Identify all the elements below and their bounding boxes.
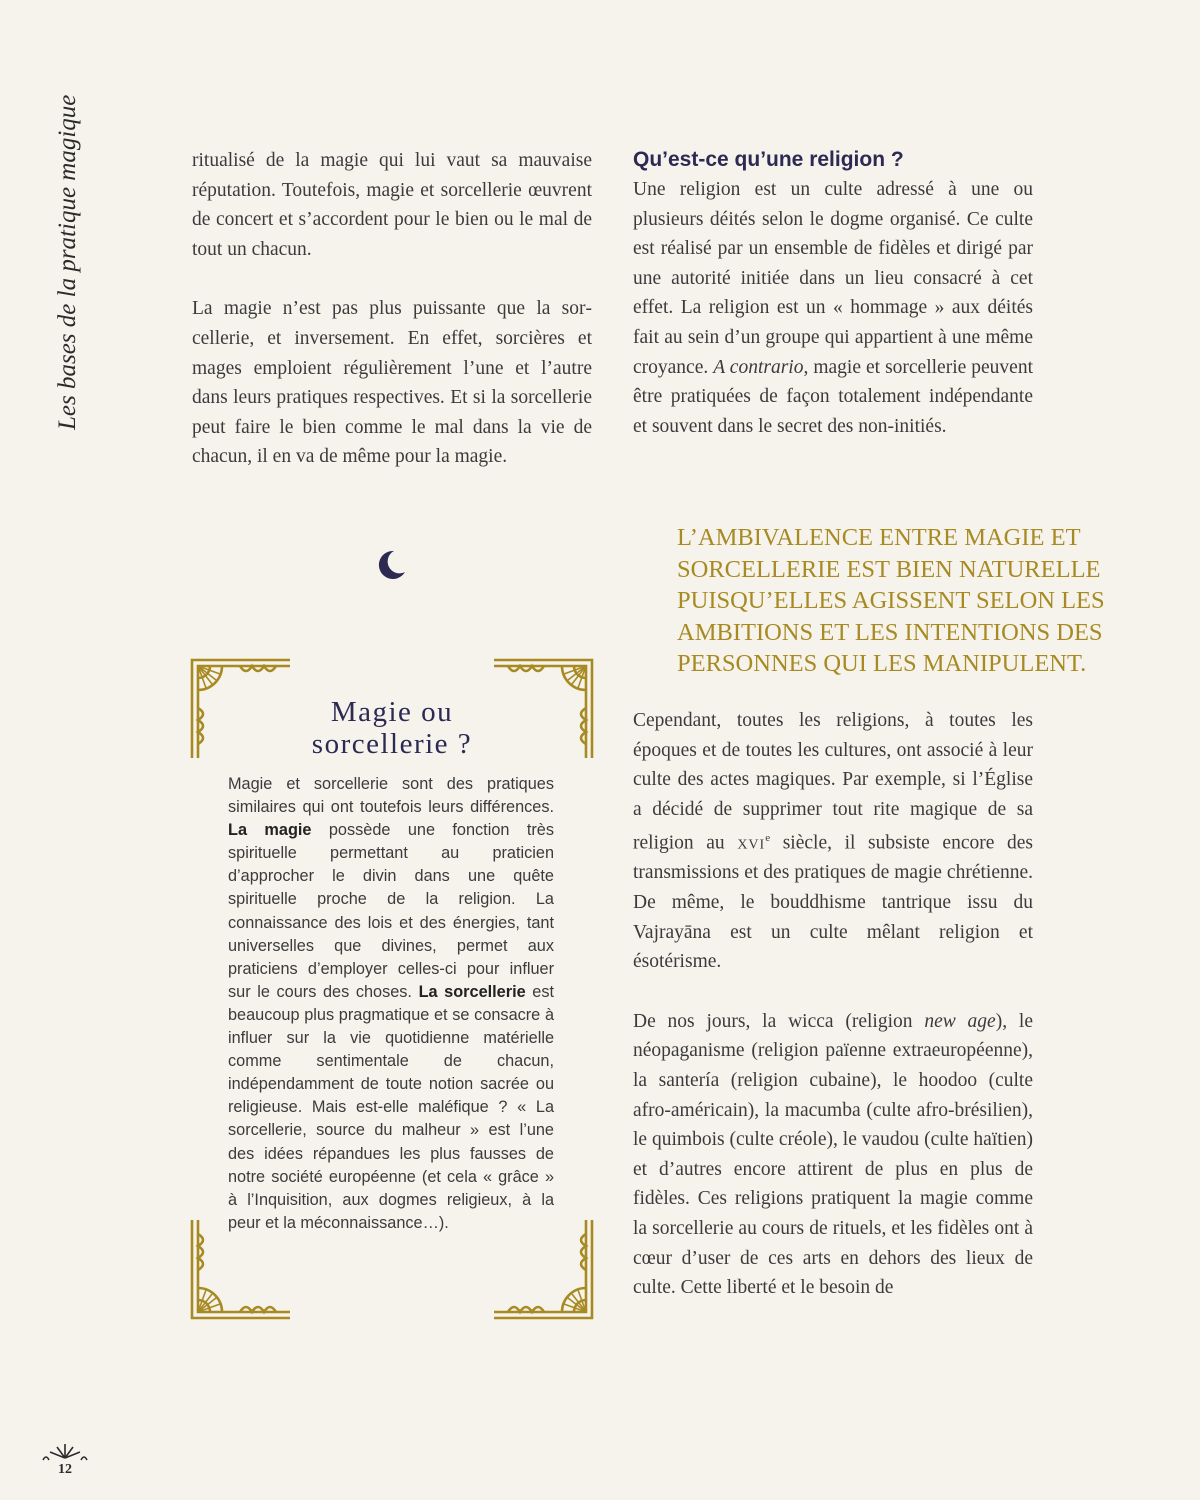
right-p1-text-b: , magie et sorcellerie peuvent être pratiquées de façon totalement indépendante et souvent dans le secret des non-initiés. [633,356,1033,437]
right-p2-century: xvi [737,832,766,854]
left-paragraph-1: ritualisé de la magie qui lui vaut sa mauvaise réputation. Toutefois, magie et sorcellerie œuvrent de concert et s’accordent pour le bien ou le mal de tout un chacun. [192,150,592,260]
right-p2-century-sup: e [765,832,771,845]
sunburst-icon [40,1440,90,1462]
right-p3-text-a: De nos jours, la wicca (religion [633,1010,925,1032]
section-heading: Qu’est-ce qu’une religion ? [633,148,904,171]
sidebar-bold-sorcellerie: La sorcellerie [418,982,526,1001]
right-p2-text-b: siècle, il subsiste encore des transmissions et des pratiques de magie chrétienne. De même, le bouddhisme tantrique issu du Vajrayāna est un culte mêlant religion et ésotérisme. [633,832,1034,973]
sidebar-text-part-2: possède une fonction très spirituelle permettant au praticien d’approcher le divin dans une quête spirituelle proche de la religion. La connaissance des lois et des énergies, tant universelles que divines, permet aux praticiens d’employer celles-ci pour influer sur le cours des choses. [228,821,554,1001]
pull-quote: L’AMBIVALENCE ENTRE MAGIE ET SORCELLERIE EST BIEN NATURELLE PUISQU’ELLES AGISSENT SELON LES AMBITIONS ET LES INTENTIONS DES PERSONNES QUI LES MANIPULENT. [677,524,1105,677]
sidebar-title-line-1: Magie ou [330,696,454,728]
running-head [48,42,88,432]
sidebar-bold-magie: La magie [228,821,312,840]
right-p1-italic: A contrario [713,356,804,378]
sidebar-title-line-2: sorcellerie ? [311,728,473,760]
right-column-lower [633,706,1033,1303]
left-paragraph-2: La magie n’est pas plus puissante que la sorcellerie, et inversement. En effet, sorcières et mages emploient régulièrement l’une et l’autre dans leurs pratiques respectives. Et si la sorcellerie peut faire le bien comme le mal dans la vie de chacun, il en va de même pour la magie. [192,298,592,468]
sidebar-text [228,773,554,1235]
folio [40,1440,90,1490]
sidebar-box [190,658,594,1320]
page-number: 12 [58,1462,72,1477]
sidebar-text-part-1: Magie et sorcellerie sont des pratiques similaires qui ont toutefois leurs différences. [228,775,554,817]
left-column [192,146,592,472]
right-p3-text-b: ), le néopaganisme (religion païenne extraeuropéenne), la santería (religion cubaine), le hoodoo (culte afro-américain), la macumba (culte afro-brésilien), le quimbois (culte créole), le vaudou (culte haïtien) et d’autres encore attirent de plus en plus de fidèles. Ces religions pratiquent la magie comme la sorcellerie au cours de rituels, et les fidèles ont à cœur d’user de ces arts en dehors des lieux de culte. Cette liberté et le besoin de [633,1010,1033,1299]
right-paragraph-2 [633,706,1033,977]
crescent-moon-icon [374,548,408,582]
running-head-text: Les bases de la pratique magique [54,94,81,430]
right-p1-text-a: Une religion est un culte adressé à une ou plusieurs déités selon le dogme organisé. Ce culte est réalisé par un ensemble de fidèles et dirigé par une autorité initiée dans un lieu consacré à cet effet. La religion est un « hommage » aux déités fait au sein d’un groupe qui appartient à une même croyance. [633,179,1033,378]
right-paragraph-3 [633,1007,1033,1303]
right-p3-italic: new age [924,1010,996,1032]
right-column [633,146,1033,441]
sidebar-text-part-3: est beaucoup plus pragmatique et se consacre à influer sur la vie quotidienne matérielle comme sentimentale de chacun, indépendamment de toute notion sacrée ou religieuse. Mais est-elle maléfique ? « La sorcellerie, source du malheur » est l’une des idées répandues les plus fausses de notre société européenne (et cela « grâce » à l’Inquisition, aux dogmes religieux, à la peur et la méconnaissance…). [228,982,554,1232]
sidebar-title [190,696,594,760]
right-paragraph-1 [633,175,1033,441]
right-p2-text-a: Cependant, toutes les religions, à toutes les époques et de toutes les cultures, ont associé à leur culte des actes magiques. Par exemple, si l’Église a décidé de supprimer tout rite magique de sa religion au [633,710,1033,854]
